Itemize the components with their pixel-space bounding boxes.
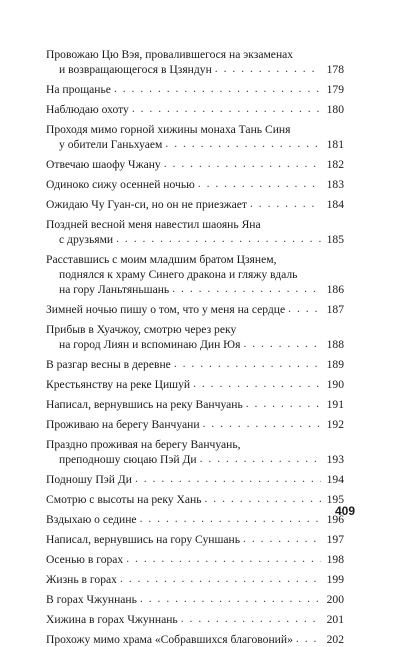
dot-leader xyxy=(114,81,321,96)
toc-entry-page: 190 xyxy=(326,378,344,391)
dot-leader xyxy=(250,196,321,211)
toc-entry-title: Хижина в горах Чжуннань xyxy=(46,613,178,626)
toc-entry-title: и возвращающегося в Цзяндун xyxy=(59,63,212,76)
toc-entry-line xyxy=(46,62,344,77)
toc-entry-title: с друзьями xyxy=(59,233,114,246)
toc-entry xyxy=(46,492,344,507)
toc-entry xyxy=(46,552,344,567)
dot-leader xyxy=(296,631,321,646)
toc-entry xyxy=(46,397,344,412)
toc-entry xyxy=(46,122,344,152)
toc-entry-line xyxy=(46,592,344,607)
toc-entry xyxy=(46,592,344,607)
toc-entry-line xyxy=(46,552,344,567)
toc-entry-title: В разгар весны в деревне xyxy=(46,358,171,371)
toc-entry xyxy=(46,377,344,392)
toc-entry-page: 188 xyxy=(326,338,344,351)
dot-leader xyxy=(246,396,321,411)
toc-entry-line xyxy=(46,322,344,337)
toc-entry-page: 185 xyxy=(326,233,344,246)
toc-entry xyxy=(46,322,344,352)
toc-entry-line xyxy=(46,122,344,137)
toc-entry xyxy=(46,357,344,372)
toc-entry-page: 195 xyxy=(326,493,344,506)
toc-entry-page: 200 xyxy=(326,593,344,606)
toc-entry xyxy=(46,417,344,432)
dot-leader xyxy=(198,176,321,191)
toc-entry-line xyxy=(46,197,344,212)
toc-entry xyxy=(46,532,344,547)
dot-leader xyxy=(200,451,321,466)
toc-entry-title: Одиноко сижу осенней ночью xyxy=(46,178,195,191)
toc-entry-line xyxy=(46,337,344,352)
table-of-contents xyxy=(46,47,344,647)
toc-entry xyxy=(46,82,344,97)
toc-entry-line xyxy=(46,252,344,267)
toc-entry-title: Осенью в горах xyxy=(46,553,124,566)
toc-entry xyxy=(46,252,344,297)
toc-entry-line xyxy=(46,377,344,392)
toc-entry-page: 197 xyxy=(326,533,344,546)
toc-entry-title: Поздней весной меня навестил шаоянь Яна xyxy=(46,218,261,231)
toc-entry xyxy=(46,102,344,117)
toc-entry-page: 198 xyxy=(326,553,344,566)
toc-entry-line xyxy=(46,632,344,647)
dot-leader xyxy=(165,136,321,151)
toc-entry xyxy=(46,177,344,192)
toc-entry-line xyxy=(46,232,344,247)
toc-entry-line xyxy=(46,267,344,282)
toc-entry-page: 183 xyxy=(326,178,344,191)
toc-entry-page: 179 xyxy=(326,83,344,96)
toc-entry-page: 180 xyxy=(326,103,344,116)
toc-entry xyxy=(46,612,344,627)
toc-entry-line xyxy=(46,492,344,507)
dot-leader xyxy=(164,156,321,171)
toc-entry-title: Крестьянству на реке Цишуй xyxy=(46,378,191,391)
toc-entry-title: Жизнь в горах xyxy=(46,573,117,586)
toc-entry xyxy=(46,217,344,247)
toc-entry-line xyxy=(46,177,344,192)
toc-entry xyxy=(46,197,344,212)
page-number: 409 xyxy=(335,504,356,518)
toc-entry-page: 194 xyxy=(326,473,344,486)
toc-entry-title: у обители Ганьхуаем xyxy=(59,138,163,151)
dot-leader xyxy=(243,531,321,546)
dot-leader xyxy=(132,101,321,116)
dot-leader xyxy=(172,281,321,296)
toc-entry-page: 202 xyxy=(326,633,344,646)
toc-entry xyxy=(46,157,344,172)
toc-entry-line xyxy=(46,302,344,317)
toc-entry-page: 191 xyxy=(326,398,344,411)
toc-entry-title: Смотрю с высоты на реку Хань xyxy=(46,493,202,506)
toc-entry-page: 196 xyxy=(326,513,344,526)
toc-entry-page: 178 xyxy=(326,63,344,76)
toc-entry-line xyxy=(46,532,344,547)
toc-entry-line xyxy=(46,397,344,412)
toc-entry-line xyxy=(46,357,344,372)
dot-leader xyxy=(288,301,321,316)
toc-entry-page: 189 xyxy=(326,358,344,371)
toc-entry-page: 186 xyxy=(326,283,344,296)
dot-leader xyxy=(126,551,321,566)
toc-entry-title: Отвечаю шаофу Чжану xyxy=(46,158,161,171)
toc-entry-line xyxy=(46,572,344,587)
toc-entry-title: Расставшись с моим младшим братом Цзянем, xyxy=(46,253,277,266)
dot-leader xyxy=(135,471,321,486)
toc-entry-page: 182 xyxy=(326,158,344,171)
toc-entry-page: 199 xyxy=(326,573,344,586)
toc-entry-title: Праздно проживая на берегу Ванчуань, xyxy=(46,438,241,451)
toc-entry xyxy=(46,302,344,317)
toc-entry-page: 192 xyxy=(326,418,344,431)
toc-entry-page: 181 xyxy=(326,138,344,151)
toc-entry-line xyxy=(46,82,344,97)
toc-entry-line xyxy=(46,217,344,232)
toc-entry-line xyxy=(46,512,344,527)
toc-entry xyxy=(46,437,344,467)
toc-entry-line xyxy=(46,282,344,297)
dot-leader xyxy=(140,511,321,526)
dot-leader xyxy=(140,591,321,606)
toc-entry-line xyxy=(46,47,344,62)
toc-entry-line xyxy=(46,102,344,117)
toc-entry-title: преподношу сюцаю Пэй Ди xyxy=(59,453,197,466)
toc-entry-line xyxy=(46,417,344,432)
toc-entry-line xyxy=(46,452,344,467)
dot-leader xyxy=(181,611,321,626)
toc-entry-title: В горах Чжуннань xyxy=(46,593,137,606)
toc-entry xyxy=(46,572,344,587)
toc-entry-title: Прибыв в Хуачжоу, смотрю через реку xyxy=(46,323,237,336)
dot-leader xyxy=(215,61,321,76)
dot-leader xyxy=(193,376,321,391)
toc-entry-page: 184 xyxy=(326,198,344,211)
toc-entry xyxy=(46,632,344,647)
toc-entry-line xyxy=(46,437,344,452)
toc-entry-title: на гору Ланьтяньшань xyxy=(59,283,170,296)
toc-entry-title: Вздыхаю о седине xyxy=(46,513,137,526)
dot-leader xyxy=(203,416,321,431)
toc-entry-title: Проживаю на берегу Ванчуани xyxy=(46,418,200,431)
toc-entry-title: Наблюдаю охоту xyxy=(46,103,129,116)
toc-entry-title: На прощанье xyxy=(46,83,111,96)
toc-entry-title: на город Лиян и вспоминаю Дин Юя xyxy=(59,338,241,351)
toc-entry-line xyxy=(46,612,344,627)
dot-leader xyxy=(120,571,321,586)
toc-entry-title: Проходя мимо горной хижины монаха Тань Синя xyxy=(46,123,291,136)
toc-entry xyxy=(46,472,344,487)
toc-entry-line xyxy=(46,137,344,152)
toc-entry-title: Подношу Пэй Ди xyxy=(46,473,132,486)
toc-entry-title: Написал, вернувшись на гору Суншань xyxy=(46,533,241,546)
dot-leader xyxy=(243,336,321,351)
toc-entry-line xyxy=(46,157,344,172)
toc-entry-page: 201 xyxy=(326,613,344,626)
toc-entry-page: 187 xyxy=(326,303,344,316)
toc-entry-title: Написал, вернувшись на реку Ванчуань xyxy=(46,398,243,411)
toc-entry xyxy=(46,47,344,77)
toc-entry-title: Провожаю Цю Вэя, провалившегося на экзаменах xyxy=(46,48,294,61)
toc-entry-title: поднялся к храму Синего дракона и гляжу вдаль xyxy=(59,268,298,281)
toc-entry-line xyxy=(46,472,344,487)
toc-entry-title: Зимней ночью пишу о том, что у меня на сердце xyxy=(46,303,286,316)
dot-leader xyxy=(174,356,321,371)
toc-entry-title: Ожидаю Чу Гуан-си, но он не приезжает xyxy=(46,198,247,211)
dot-leader xyxy=(205,491,322,506)
dot-leader xyxy=(116,231,321,246)
toc-entry xyxy=(46,512,344,527)
toc-entry-page: 193 xyxy=(326,453,344,466)
toc-entry-title: Прохожу мимо храма «Собравшихся благовоний» xyxy=(46,633,293,646)
